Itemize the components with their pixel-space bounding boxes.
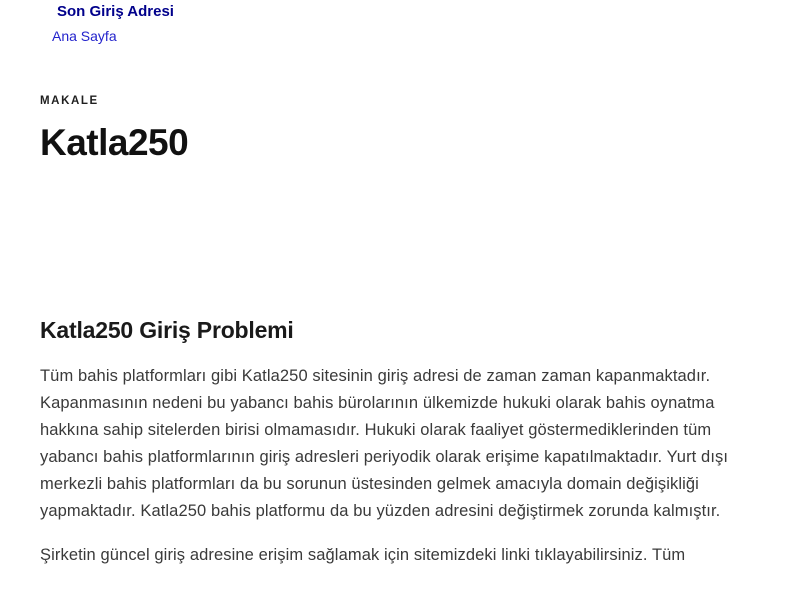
page-title: Katla250: [40, 122, 189, 163]
category-label: MAKALE: [40, 95, 99, 107]
article-paragraph-1: Tüm bahis platformları gibi Katla250 sitesinin giriş adresi de zaman zaman kapanmaktadır. Kapanmasının nedeni bu yabancı bahis bürolarının ülkemizde hukuki olarak bahis oynatma hakkına sahip sitelerden birisi olmamasıdır. Hukuki olarak faaliyet göstermediklerinden tüm yabancı bahis platformlarının giriş adresleri periyodik olarak erişime kapatılmaktadır. Yurt dışı merkezli bahis platformları da bu sorunun üstesinden gelmek amacıyla domain değişikliği yapmaktadır. Katla250 bahis platformu da bu yüzden adresini değiştirmek zorunda kalmıştır.: [40, 367, 729, 520]
nav-link-ana-sayfa[interactable]: Ana Sayfa: [52, 28, 117, 44]
top-navigation: [0, 0, 800, 45]
nav-link-son-giris-adresi[interactable]: Son Giriş Adresi: [57, 3, 174, 20]
article-paragraph-2: Şirketin güncel giriş adresine erişim sağlamak için sitemizdeki linki tıklayabilirsiniz. Tüm: [40, 545, 686, 564]
article: [40, 95, 730, 569]
section-heading: Katla250 Giriş Problemi: [40, 317, 294, 343]
